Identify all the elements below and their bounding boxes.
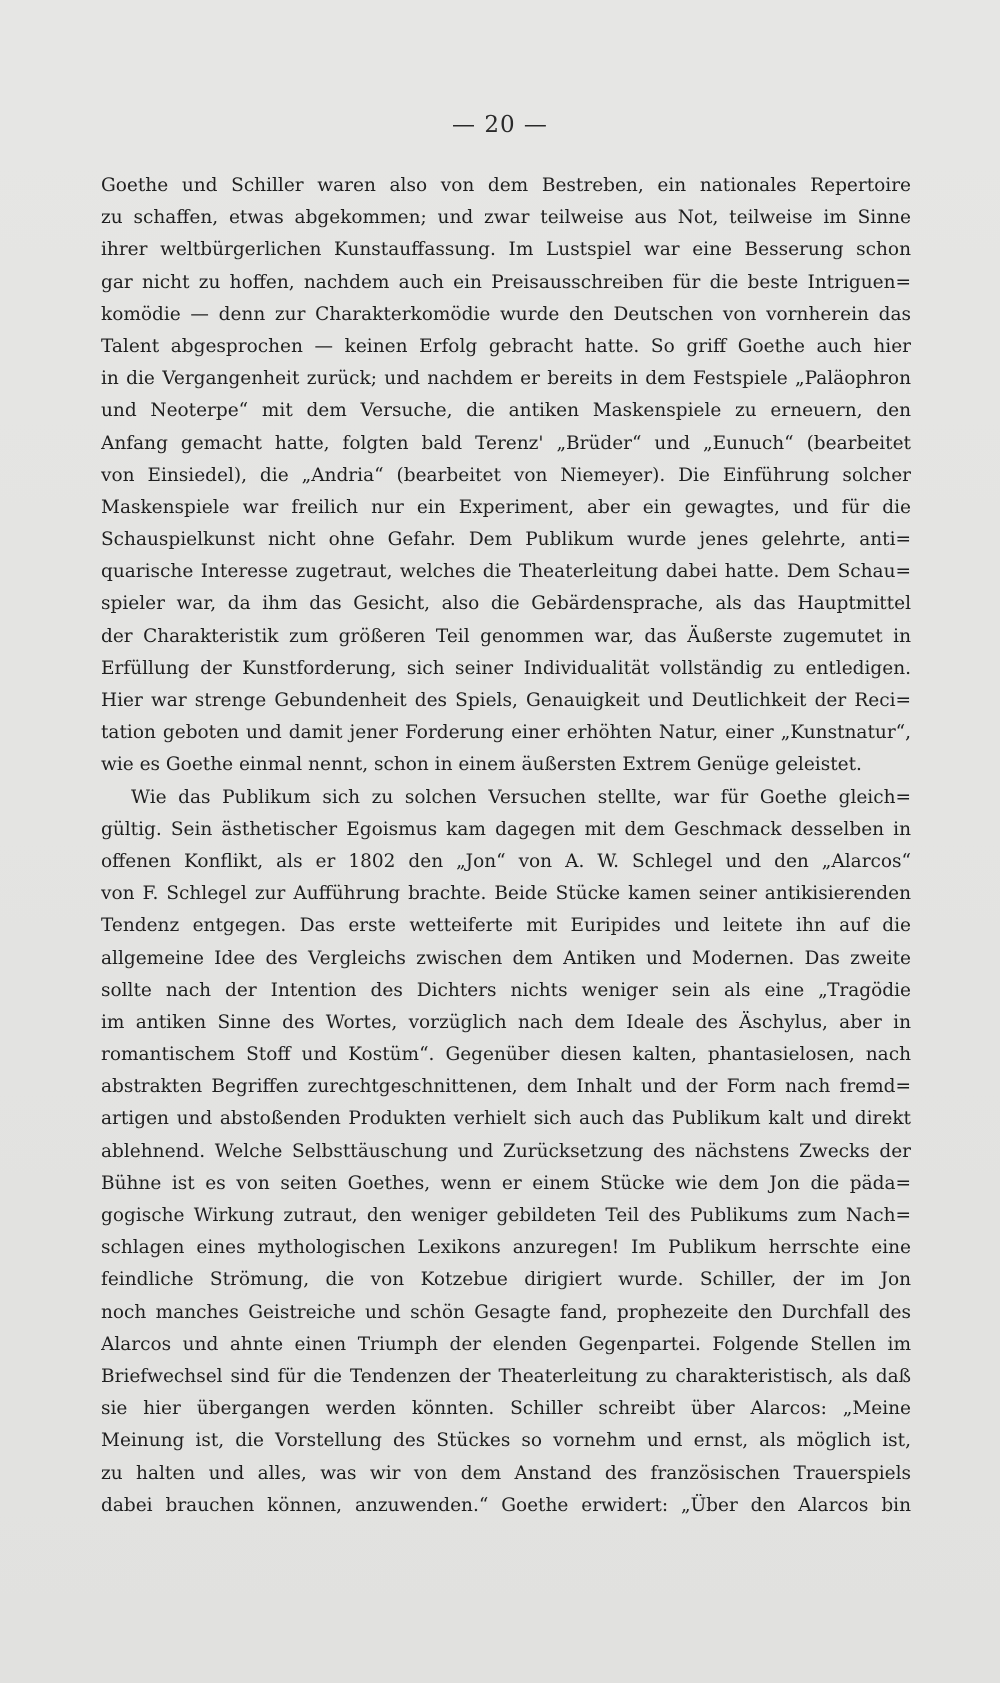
text-line: abstrakten Begriffen zurechtgeschnittenen, dem Inhalt und der Form nach fremd= (101, 1076, 911, 1098)
text-line: offenen Konflikt, als er 1802 den „Jon“ von A. W. Schlegel und den „Alarcos“ (101, 850, 911, 872)
text-line: Briefwechsel sind für die Tendenzen der Theaterleitung zu charakteristisch, als daß (101, 1365, 911, 1387)
text-line: ablehnend. Welche Selbsttäuschung und Zurücksetzung des nächstens Zwecks der (101, 1140, 911, 1162)
text-line: dabei brauchen können, anzuwenden.“ Goethe erwidert: „Über den Alarcos bin (101, 1494, 911, 1516)
text-line: gültig. Sein ästhetischer Egoismus kam dagegen mit dem Geschmack desselben in (101, 818, 911, 840)
paragraph (101, 782, 911, 1522)
text-line: zu halten und alles, was wir von dem Anstand des französischen Trauerspiels (101, 1462, 911, 1484)
text-line: in die Vergangenheit zurück; und nachdem er bereits in dem Festspiele „Paläophron (101, 368, 911, 390)
text-line: spieler war, da ihm das Gesicht, also die Gebärdensprache, als das Hauptmittel (101, 593, 911, 615)
text-line: von Einsiedel), die „Andria“ (bearbeitet von Niemeyer). Die Einführung solcher (101, 464, 911, 486)
text-line: gar nicht zu hoffen, nachdem auch ein Preisausschreiben für die beste Intriguen= (101, 271, 911, 293)
text-line: romantischem Stoff und Kostüm“. Gegenüber diesen kalten, phantasielosen, nach (101, 1044, 911, 1066)
text-line: Wie das Publikum sich zu solchen Versuchen stellte, war für Goethe gleich= (131, 786, 911, 808)
text-line: Tendenz entgegen. Das erste wetteiferte mit Euripides und leitete ihn auf die (101, 915, 911, 937)
text-line: Anfang gemacht hatte, folgten bald Terenz' „Brüder“ und „Eunuch“ (bearbeitet (101, 432, 911, 454)
text-line: zu schaffen, etwas abgekommen; und zwar teilweise aus Not, teilweise im Sinne (101, 207, 911, 229)
text-line: schlagen eines mythologischen Lexikons anzuregen! Im Publikum herrschte eine (101, 1237, 911, 1259)
text-line: Alarcos und ahnte einen Triumph der elenden Gegenpartei. Folgende Stellen im (101, 1333, 911, 1355)
paragraph (101, 170, 911, 782)
text-line: sie hier übergangen werden könnten. Schiller schreibt über Alarcos: „Meine (101, 1398, 911, 1420)
text-line: und Neoterpe“ mit dem Versuche, die antiken Maskenspiele zu erneuern, den (101, 400, 911, 422)
text-line: noch manches Geistreiche und schön Gesagte fand, prophezeite den Durchfall des (101, 1301, 911, 1323)
text-line: Meinung ist, die Vorstellung des Stückes so vornehm und ernst, als möglich ist, (101, 1430, 911, 1452)
text-line: ihrer weltbürgerlichen Kunstauffassung. Im Lustspiel war eine Besserung schon (101, 239, 911, 261)
text-line: tation geboten und damit jener Forderung einer erhöhten Natur, einer „Kunstnatur“, (101, 722, 911, 744)
text-line: Hier war strenge Gebundenheit des Spiels, Genauigkeit und Deutlichkeit der Reci= (101, 690, 911, 711)
text-line: im antiken Sinne des Wortes, vorzüglich nach dem Ideale des Äschylus, aber in (101, 1011, 911, 1033)
text-line: Erfüllung der Kunstforderung, sich seiner Individualität vollständig zu entledigen. (101, 657, 911, 679)
text-line: sollte nach der Intention des Dichters nichts weniger sein als eine „Tragödie (101, 979, 911, 1001)
text-line: allgemeine Idee des Vergleichs zwischen dem Antiken und Modernen. Das zweite (101, 947, 911, 969)
body-text (101, 170, 911, 1522)
text-line: feindliche Strömung, die von Kotzebue dirigiert wurde. Schiller, der im Jon (101, 1269, 911, 1291)
text-line: Bühne ist es von seiten Goethes, wenn er einem Stücke wie dem Jon die päda= (101, 1172, 911, 1194)
text-line: Maskenspiele war freilich nur ein Experiment, aber ein gewagtes, und für die (101, 496, 911, 518)
text-line: Goethe und Schiller waren also von dem Bestreben, ein nationales Repertoire (101, 175, 911, 196)
text-line: komödie — denn zur Charakterkomödie wurde den Deutschen von vornherein das (101, 303, 911, 325)
text-line: von F. Schlegel zur Aufführung brachte. Beide Stücke kamen seiner antikisierenden (101, 883, 911, 905)
text-line: Talent abgesprochen — keinen Erfolg gebracht hatte. So griff Goethe auch hier (101, 335, 911, 357)
page-number: — 20 — (452, 112, 548, 138)
text-line: wie es Goethe einmal nennt, schon in einem äußersten Extrem Genüge geleistet. (101, 754, 862, 776)
text-line: gogische Wirkung zutraut, den weniger gebildeten Teil des Publikums zum Nach= (101, 1205, 911, 1226)
text-line: quarische Interesse zugetraut, welches die Theaterleitung dabei hatte. Dem Schau= (101, 561, 911, 583)
text-line: artigen und abstoßenden Produkten verhielt sich auch das Publikum kalt und direkt (101, 1108, 911, 1130)
text-line: der Charakteristik zum größeren Teil genommen war, das Äußerste zugemutet in (101, 625, 911, 647)
text-line: Schauspielkunst nicht ohne Gefahr. Dem Publikum wurde jenes gelehrte, anti= (101, 529, 911, 551)
